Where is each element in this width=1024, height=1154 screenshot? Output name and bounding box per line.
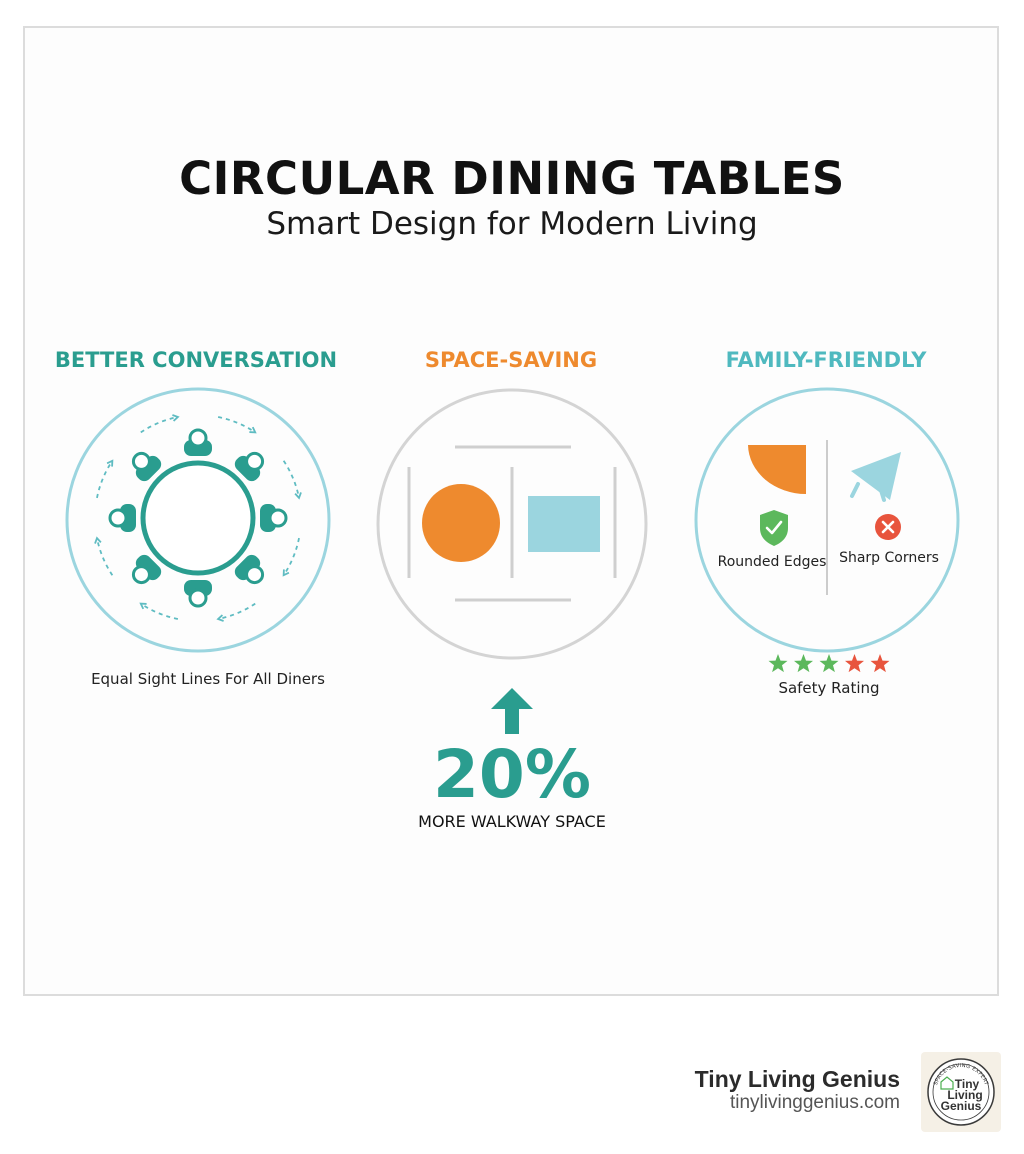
star-icon <box>794 654 813 672</box>
up-arrow-icon <box>491 688 533 734</box>
circulation-arrow <box>141 417 178 432</box>
star-icon <box>845 654 864 672</box>
logo-line1: Tiny <box>954 1077 980 1091</box>
circulation-arrow <box>218 417 255 432</box>
page-title: CIRCULAR DINING TABLES <box>179 152 845 205</box>
space-saving-diagram <box>378 390 646 734</box>
page-subtitle: Smart Design for Modern Living <box>266 206 758 242</box>
rectangular-table-shape <box>528 496 600 552</box>
rounded-edges-label: Rounded Edges <box>717 554 827 570</box>
walkway-label: MORE WALKWAY SPACE <box>418 812 606 831</box>
logo-line3: Genius <box>940 1099 982 1113</box>
shield-check-icon <box>760 510 788 546</box>
conversation-diagram <box>67 389 329 651</box>
diner-icon <box>260 504 286 532</box>
safety-rating-stars <box>769 654 890 672</box>
round-table-shape <box>422 484 500 562</box>
circulation-arrow <box>97 461 112 498</box>
logo-line2: Living <box>947 1088 983 1102</box>
circulation-arrow <box>97 538 112 575</box>
family-friendly-heading: FAMILY-FRIENDLY <box>725 348 927 372</box>
safety-rating-label: Safety Rating <box>778 679 880 697</box>
brand-logo <box>921 1052 1001 1132</box>
rounded-table-shape <box>748 445 806 494</box>
diner-icon <box>110 504 136 532</box>
sharp-table-shape <box>851 452 901 500</box>
conversation-caption: Equal Sight Lines For All Diners <box>91 670 325 688</box>
brand-url[interactable]: tinylivinggenius.com <box>729 1092 900 1113</box>
brand-name: Tiny Living Genius <box>694 1066 900 1092</box>
circulation-arrow <box>218 604 255 619</box>
walkway-percent: 20% <box>433 736 591 813</box>
star-icon <box>871 654 890 672</box>
circulation-arrow <box>284 461 299 498</box>
circulation-arrow <box>284 538 299 575</box>
circulation-arrow <box>141 604 178 619</box>
family-diagram <box>696 389 958 672</box>
diner-icon <box>184 580 212 606</box>
diner-icon <box>184 430 212 456</box>
space-saving-heading: SPACE-SAVING <box>424 348 598 372</box>
star-icon <box>769 654 788 672</box>
sharp-corners-label: Sharp Corners <box>839 550 939 566</box>
conversation-heading: BETTER CONVERSATION <box>54 348 338 372</box>
logo-arc-text: SPACE-SAVING EXPERT <box>932 1062 990 1087</box>
round-table-icon <box>143 463 253 573</box>
star-icon <box>820 654 839 672</box>
